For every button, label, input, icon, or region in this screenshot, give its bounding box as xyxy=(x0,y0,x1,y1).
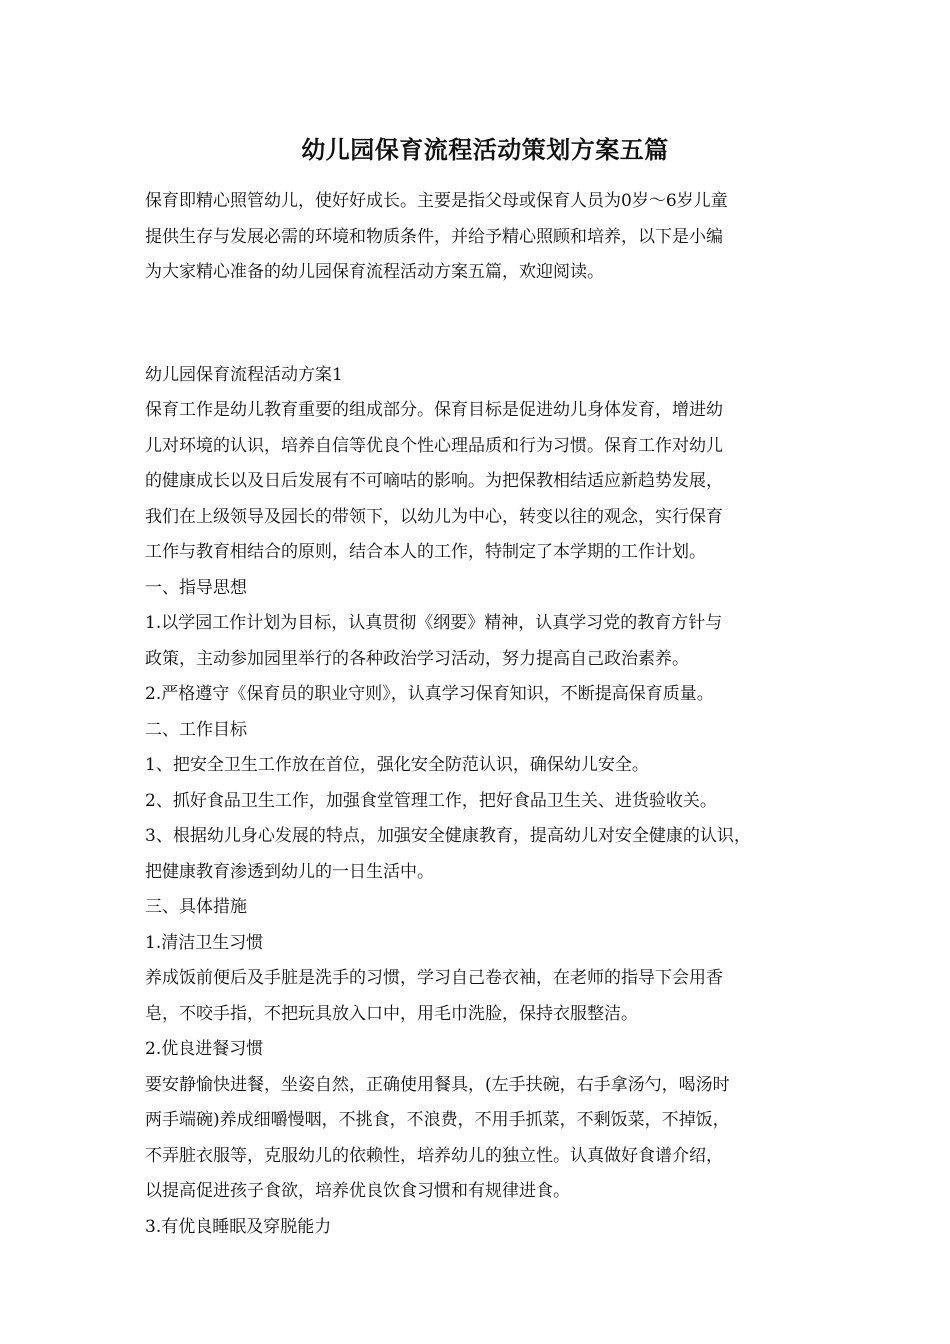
text-line: 要安静愉快进餐，坐姿自然，正确使用餐具，(左手扶碗，右手拿汤勺，喝汤时 xyxy=(145,1074,730,1095)
text-line: 3.有优良睡眠及穿脱能力 xyxy=(145,1216,332,1237)
text-line: 的健康成长以及日后发展有不可嘀咕的影响。为把保教相结适应新趋势发展， xyxy=(145,471,723,491)
text-line: 3、根据幼儿身心发展的特点，加强安全健康教育，提高幼儿对安全健康的认识， xyxy=(145,826,751,846)
text-line: 两手端碗)养成细嚼慢咽，不挑食，不浪费，不用手抓菜，不剩饭菜，不掉饭， xyxy=(145,1110,730,1130)
text-line: 以提高促进孩子食欲，培养优良饮食习惯和有规律进食。 xyxy=(145,1181,570,1201)
text-line: 儿对环境的认识，培养自信等优良个性心理品质和行为习惯。保育工作对幼儿 xyxy=(145,435,723,456)
text-line: 提供生存与发展必需的环境和物质条件，并给予精心照顾和培养，以下是小编 xyxy=(145,226,723,247)
text-line: 把健康教育渗透到幼儿的一日生活中。 xyxy=(145,861,434,882)
text-line: 三、具体措施 xyxy=(145,897,247,917)
text-line: 幼儿园保育流程活动方案1 xyxy=(145,364,343,385)
text-line: 保育工作是幼儿教育重要的组成部分。保育目标是促进幼儿身体发育，增进幼 xyxy=(145,400,723,420)
text-line: 二、工作目标 xyxy=(145,719,247,740)
text-line: 1.清洁卫生习惯 xyxy=(145,932,264,953)
document-title: 幼儿园保育流程活动策划方案五篇 xyxy=(301,135,669,164)
text-line: 1.以学园工作计划为目标，认真贯彻《纲要》精神，认真学习党的教育方针与 xyxy=(145,613,723,633)
text-line: 我们在上级领导及园长的带领下，以幼儿为中心，转变以往的观念，实行保育 xyxy=(145,506,723,527)
text-line: 2.优良进餐习惯 xyxy=(145,1039,264,1059)
document-text xyxy=(145,184,825,1245)
text-line: 1、把安全卫生工作放在首位，强化安全防范认识，确保幼儿安全。 xyxy=(145,755,649,775)
document-body xyxy=(145,128,825,1245)
text-line: 一、指导思想 xyxy=(145,577,247,598)
text-line: 2.严格遵守《保育员的职业守则》，认真学习保育知识，不断提高保育质量。 xyxy=(145,684,714,704)
text-line: 保育即精心照管幼儿，使好好成长。主要是指父母或保育人员为0岁～6岁儿童 xyxy=(145,191,728,211)
text-line: 工作与教育相结合的原则，结合本人的工作，特制定了本学期的工作计划。 xyxy=(145,542,706,562)
blank-line xyxy=(145,307,825,342)
text-line: 为大家精心准备的幼儿园保育流程活动方案五篇，欢迎阅读。 xyxy=(145,262,604,282)
text-line: 皂，不咬手指，不把玩具放入口中，用毛巾洗脸，保持衣服整洁。 xyxy=(145,1003,638,1024)
text-line: 2、抓好食品卫生工作，加强食堂管理工作，把好食品卫生关、进货验收关。 xyxy=(145,790,717,811)
text-line: 养成饭前便后及手脏是洗手的习惯，学习自己卷衣袖，在老师的指导下会用香 xyxy=(145,968,723,988)
text-line: 不弄脏衣服等，克服幼儿的依赖性，培养幼儿的独立性。认真做好食谱介绍， xyxy=(145,1145,723,1166)
text-line: 政策，主动参加园里举行的各种政治学习活动，努力提高自己政治素养。 xyxy=(145,648,689,669)
